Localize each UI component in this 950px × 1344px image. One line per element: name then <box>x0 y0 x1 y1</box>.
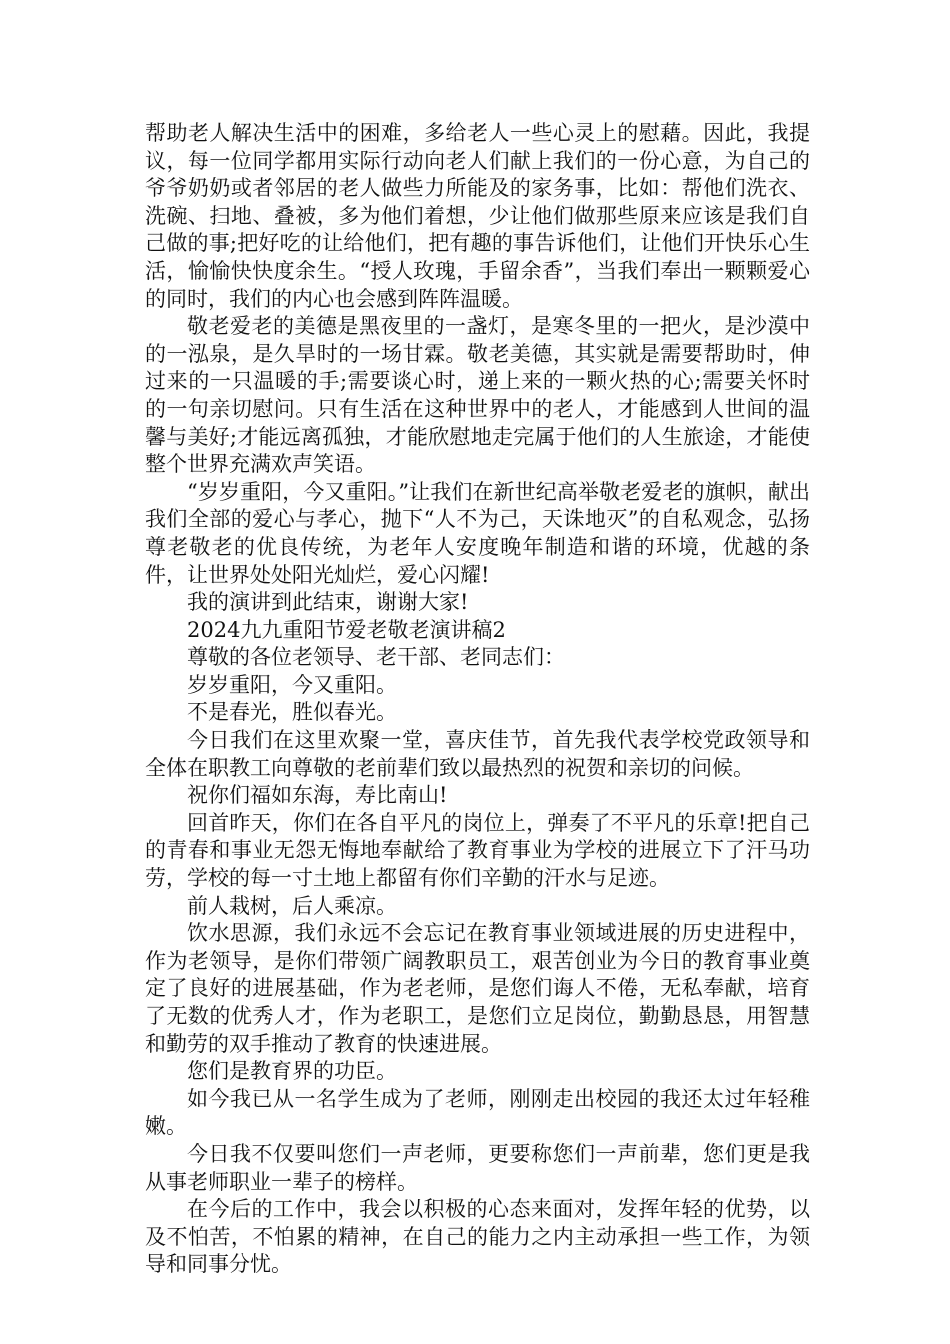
paragraph: 尊敬的各位老领导、老干部、老同志们： <box>187 645 565 670</box>
document-body <box>145 120 810 1279</box>
paragraph: 今日我们在这里欢聚一堂，喜庆佳节，首先我代表学校党政领导和全体在职教工向尊敬的老前辈们致以最热烈的祝贺和亲切的问候。 <box>145 728 810 780</box>
paragraph: 祝你们福如东海，寿比南山! <box>187 783 448 808</box>
paragraph: 岁岁重阳，今又重阳。 <box>187 672 397 697</box>
paragraph: 不是春光，胜似春光。 <box>187 700 397 725</box>
paragraph: “岁岁重阳，今又重阳。”让我们在新世纪高举敬老爱老的旗帜，献出我们全部的爱心与孝心，抛下“人不为己，天诛地灭”的自私观念，弘扬尊老敬老的优良传统，为老年人安度晚年制造和谐的环境，优越的条件，让世界处处阳光灿烂，爱心闪耀! <box>145 479 810 587</box>
paragraph: 2024九九重阳节爱老敬老演讲稿2 <box>187 617 506 642</box>
paragraph: 我的演讲到此结束，谢谢大家! <box>187 590 469 615</box>
paragraph: 前人栽树，后人乘凉。 <box>187 893 397 918</box>
paragraph: 敬老爱老的美德是黑夜里的一盏灯，是寒冬里的一把火，是沙漠中的一泓泉，是久旱时的一场甘霖。敬老美德，其实就是需要帮助时，伸过来的一只温暖的手;需要谈心时，递上来的一颗火热的心;需要关怀时的一句亲切慰问。只有生活在这种世界中的老人，才能感到人世间的温馨与美好;才能远离孤独，才能欣慰地走完属于他们的人生旅途，才能使整个世界充满欢声笑语。 <box>145 314 810 477</box>
paragraph: 饮水思源，我们永远不会忘记在教育事业领域进展的历史进程中，作为老领导，是你们带领广阔教职员工，艰苦创业为今日的教育事业奠定了良好的进展基础，作为老老师，是您们诲人不倦，无私奉献，培育了无数的优秀人才，作为老职工，是您们立足岗位，勤勤恳恳，用智慧和勤劳的双手推动了教育的快速进展。 <box>145 921 810 1056</box>
paragraph: 如今我已从一名学生成为了老师，刚刚走出校园的我还太过年轻稚嫩。 <box>145 1086 810 1139</box>
paragraph: 回首昨天，你们在各自平凡的岗位上，弹奏了不平凡的乐章!把自己的青春和事业无怨无悔地奉献给了教育事业为学校的进展立下了汗马功劳，学校的每一寸土地上都留有你们辛勤的汗水与足迹。 <box>145 810 810 891</box>
paragraph: 您们是教育界的功臣。 <box>187 1059 397 1084</box>
paragraph: 帮助老人解决生活中的困难，多给老人一些心灵上的慰藉。因此，我提议，每一位同学都用实际行动向老人们献上我们的一份心意，为自己的爷爷奶奶或者邻居的老人做些力所能及的家务事，比如：帮他们洗衣、洗碗、扫地、叠被，多为他们着想，少让他们做那些原来应该是我们自己做的事;把好吃的让给他们，把有趣的事告诉他们，让他们开快乐心生活，愉愉快快度余生。“授人玫瑰，手留余香”，当我们奉出一颗颗爱心的同时，我们的内心也会感到阵阵温暖。 <box>145 121 810 311</box>
paragraph: 今日我不仅要叫您们一声老师，更要称您们一声前辈，您们更是我从事老师职业一辈子的榜样。 <box>145 1141 810 1194</box>
paragraph: 在今后的工作中，我会以积极的心态来面对，发挥年轻的优势，以及不怕苦，不怕累的精神，在自己的能力之内主动承担一些工作，为领导和同事分忧。 <box>145 1197 810 1277</box>
